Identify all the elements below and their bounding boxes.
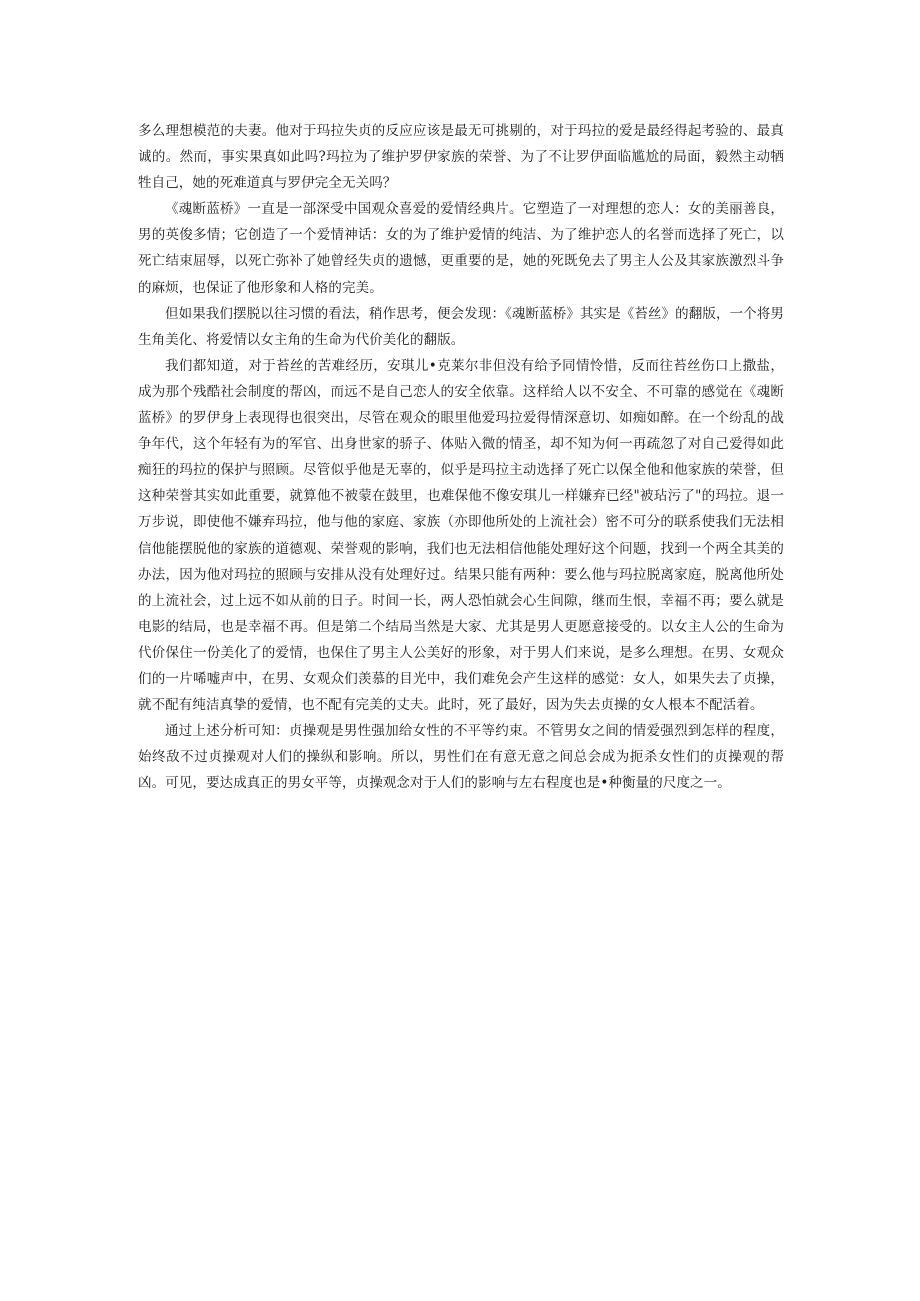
paragraph-tess-comparison: 但如果我们摆脱以往习惯的看法，稍作思考，便会发现：《魂断蓝桥》其实是《苔丝》的翻版，一个将男生角美化、将爱情以女主角的生命为代价美化的翻版。 [138, 305, 784, 348]
paragraph-continuation: 多么理想模范的夫妻。他对于玛拉失贞的反应应该是最无可挑剔的，对于玛拉的爱是最经得起考验的、最真诚的。然而，事实果真如此吗?玛拉为了维护罗伊家族的荣誉、为了不让罗伊面临尴尬的局面，毅然主动牺牲自己，她的死难道真与罗伊完全无关吗？ [138, 123, 784, 192]
paragraph-conclusion: 通过上述分析可知：贞操观是男性强加给女性的不平等约束。不管男女之间的情爱强烈到怎样的程度，始终敌不过贞操观对人们的操纵和影响。所以，男性们在有意无意之间总会成为扼杀女性们的贞操观的帮凶。可见，要达成真正的男女平等，贞操观念对于人们的影响与左右程度也是•种衡量的尺度之一。 [138, 723, 784, 792]
document-body [138, 118, 784, 796]
paragraph-film-intro: 《魂断蓝桥》一直是一部深受中国观众喜爱的爱情经典片。它塑造了一对理想的恋人：女的美丽善良，男的英俊多情；它创造了一个爱情神话：女的为了维护爱情的纯洁、为了维护恋人的名誉而选择了死亡，以死亡结束屈辱，以死亡弥补了她曾经失贞的遗憾，更重要的是，她的死既免去了男主人公及其家族激烈斗争的麻烦，也保证了他形象和人格的完美。 [138, 201, 784, 296]
paragraph-analysis: 我们都知道，对于苔丝的苦难经历，安琪儿•克莱尔非但没有给予同情怜惜，反而往苔丝伤口上撒盐，成为那个残酷社会制度的帮凶，而远不是自己恋人的安全依靠。这样给人以不安全、不可靠的感觉在《魂断蓝桥》的罗伊身上表现得也很突出，尽管在观众的眼里他爱玛拉爱得情深意切、如痴如醉。在一个纷乱的战争年代，这个年轻有为的军官、出身世家的骄子、体贴入微的情圣，却不知为何一再疏忽了对自己爱得如此痴狂的玛拉的保护与照顾。尽管似乎他是无辜的，似乎是玛拉主动选择了死亡以保全他和他家族的荣誉，但这种荣誉其实如此重要，就算他不被蒙在鼓里，也难保他不像安琪儿一样嫌弃已经"被玷污了"的玛拉。退一万步说，即使他不嫌弃玛拉，他与他的家庭、家族（亦即他所处的上流社会）密不可分的联系使我们无法相信他能摆脱他的家族的道德观、荣誉观的影响，我们也无法相信他能处理好这个问题，找到一个两全其美的办法，因为他对玛拉的照顾与安排从没有处理好过。结果只能有两种：要么他与玛拉脱离家庭，脱离他所处的上流社会，过上远不如从前的日子。时间一长，两人恐怕就会心生间隙，继而生恨，幸福不再；要么就是电影的结局，也是幸福不再。但是第二个结局当然是大家、尤其是男人更愿意接受的。以女主人公的生命为代价保住一份美化了的爱情，也保住了男主人公美好的形象，对于男人们来说，是多么理想。在男、女观众们的一片唏嘘声中，在男、女观众们羡慕的目光中，我们难免会产生这样的感觉：女人，如果失去了贞操，就不配有纯洁真挚的爱情，也不配有完美的丈夫。此时，死了最好，因为失去贞操的女人根本不配活着。 [138, 357, 784, 714]
